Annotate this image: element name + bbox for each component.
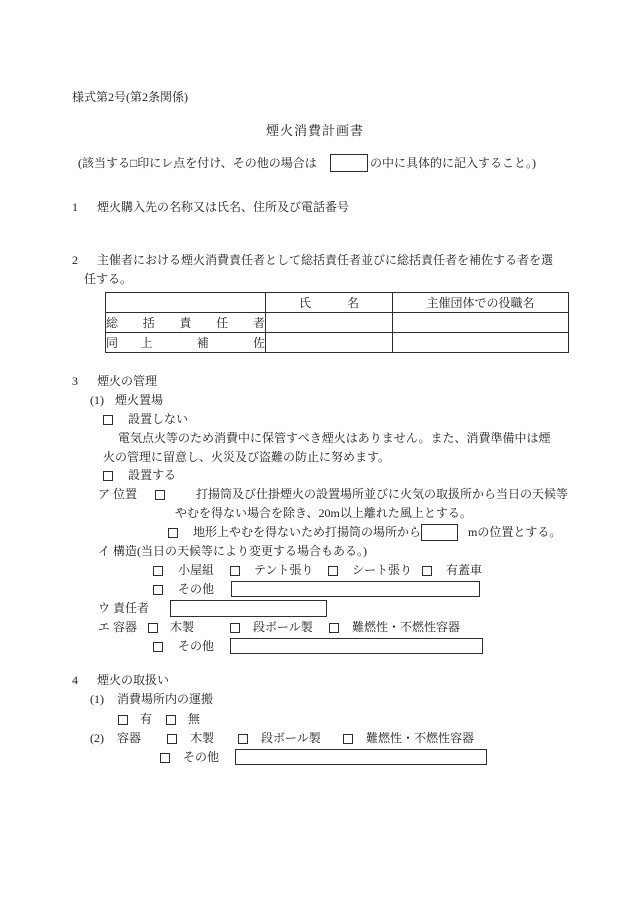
label-tent: テント張り	[254, 563, 314, 577]
instruction-suffix: の中に具体的に記入すること。)	[370, 156, 536, 170]
responsible-persons-table	[105, 292, 569, 353]
section-2-number: 2	[72, 253, 78, 267]
checkbox-container-other[interactable]	[153, 642, 163, 652]
label-not-install: 設置しない	[128, 412, 189, 426]
cell-assistant-name[interactable]	[266, 333, 393, 353]
page-title: 煙火消費計画書	[265, 123, 364, 138]
item-a-letter: ア	[98, 487, 111, 501]
table-row-general-manager	[106, 313, 569, 333]
label-structure-other: その他	[178, 582, 215, 596]
checkbox-location-custom[interactable]	[168, 528, 178, 538]
cell-general-manager-role[interactable]	[393, 313, 569, 333]
checkbox-4-flame-resistant[interactable]	[343, 734, 353, 744]
section-3-number: 3	[72, 374, 78, 388]
item-3-1-number: (1)	[90, 393, 104, 407]
label-covered-vehicle: 有蓋車	[446, 563, 483, 577]
section-1-number: 1	[72, 200, 78, 214]
checkbox-transport-yes[interactable]	[118, 715, 128, 725]
label-4-wooden: 木製	[190, 731, 215, 745]
label-4-cardboard: 段ボール製	[261, 731, 321, 745]
checkbox-cardboard[interactable]	[230, 623, 240, 633]
section-2-text-line1: 主催者における煙火消費責任者として総括責任者並びに総括責任者を補佐する者を選	[97, 253, 554, 267]
label-location-custom: 地形上やむを得ないため打揚筒の場所から	[193, 525, 422, 539]
checkbox-hut-frame[interactable]	[153, 566, 163, 576]
header-name: 氏 名	[266, 293, 393, 313]
checkbox-not-install[interactable]	[103, 415, 113, 425]
label-4-container-other: その他	[183, 750, 220, 764]
item-4-2-label: 容器	[117, 731, 142, 745]
label-location-custom-suffix: mの位置とする。	[468, 525, 562, 539]
table-row-assistant	[106, 333, 569, 353]
input-4-container-other[interactable]	[235, 749, 487, 765]
section-3-title: 煙火の管理	[97, 374, 158, 388]
cell-general-manager-name[interactable]	[266, 313, 393, 333]
item-i-letter: イ	[98, 544, 111, 558]
label-sheet: シート張り	[352, 563, 413, 577]
checkbox-4-cardboard[interactable]	[238, 734, 248, 744]
input-structure-other[interactable]	[231, 581, 480, 597]
label-container-other: その他	[178, 639, 215, 653]
input-specify-box-sample[interactable]	[330, 154, 368, 172]
checkbox-transport-no[interactable]	[166, 715, 176, 725]
checkbox-4-wooden[interactable]	[167, 734, 177, 744]
checkbox-4-container-other[interactable]	[160, 753, 170, 763]
label-assistant: 同 上 補 佐	[106, 333, 266, 353]
header-role: 主催団体での役職名	[393, 293, 569, 313]
table-header-row	[106, 293, 569, 313]
label-cardboard: 段ボール製	[253, 620, 313, 634]
label-wooden: 木製	[170, 620, 195, 634]
checkbox-flame-resistant[interactable]	[329, 623, 339, 633]
checkbox-tent[interactable]	[230, 566, 240, 576]
section-2-text-line2: 任する。	[84, 272, 133, 286]
section-4-title: 煙火の取扱い	[97, 673, 170, 687]
item-e-letter: エ	[98, 620, 111, 634]
label-general-manager: 総 括 責 任 者	[106, 313, 266, 333]
input-container-other[interactable]	[230, 638, 483, 654]
label-hut-frame: 小屋組	[178, 563, 215, 577]
checkbox-wooden[interactable]	[148, 623, 158, 633]
label-flame-resistant: 難燃性・不燃性容器	[352, 620, 461, 634]
item-a-label: 位置	[113, 487, 138, 501]
checkbox-location-windward[interactable]	[155, 490, 165, 500]
item-u-letter: ウ	[98, 601, 111, 615]
label-4-flame-resistant: 難燃性・不燃性容器	[366, 731, 475, 745]
form-number: 様式第2号(第2条関係)	[72, 90, 188, 104]
item-4-1-number: (1)	[90, 692, 104, 706]
note-no-storage-line2: 火の管理に留意し、火災及び盗難の防止に努めます。	[103, 450, 391, 464]
checkbox-covered-vehicle[interactable]	[422, 566, 432, 576]
header-blank	[106, 293, 266, 313]
label-install: 設置する	[128, 468, 177, 482]
label-transport-no: 無	[188, 712, 201, 726]
item-e-label: 容器	[113, 620, 138, 634]
label-location-windward-line1: 打揚筒及び仕掛煙火の設置場所並びに火気の取扱所から当日の天候等	[196, 487, 569, 501]
item-u-label: 責任者	[113, 601, 150, 615]
input-manager-name[interactable]	[170, 600, 327, 617]
item-4-1-title: 消費場所内の運搬	[117, 692, 214, 706]
input-location-distance[interactable]	[421, 524, 458, 541]
checkbox-install[interactable]	[103, 471, 113, 481]
item-4-2-number: (2)	[90, 731, 104, 745]
checkbox-sheet[interactable]	[328, 566, 338, 576]
item-i-label: 構造(当日の天候等により変更する場合もある。)	[113, 544, 367, 558]
label-location-windward-line2: やむを得ない場合を除き、20m以上離れた風上とする。	[175, 506, 472, 520]
item-3-1-title: 煙火置場	[115, 393, 164, 407]
label-transport-yes: 有	[140, 712, 153, 726]
checkbox-structure-other[interactable]	[153, 585, 163, 595]
section-1-title: 煙火購入先の名称又は氏名、住所及び電話番号	[97, 200, 350, 214]
cell-assistant-role[interactable]	[393, 333, 569, 353]
instruction-prefix: (該当する□印にレ点を付け、その他の場合は	[78, 156, 317, 170]
section-4-number: 4	[72, 673, 78, 687]
note-no-storage-line1: 電気点火等のため消費中に保管すべき煙火はありません。また、消費準備中は煙	[118, 431, 551, 445]
